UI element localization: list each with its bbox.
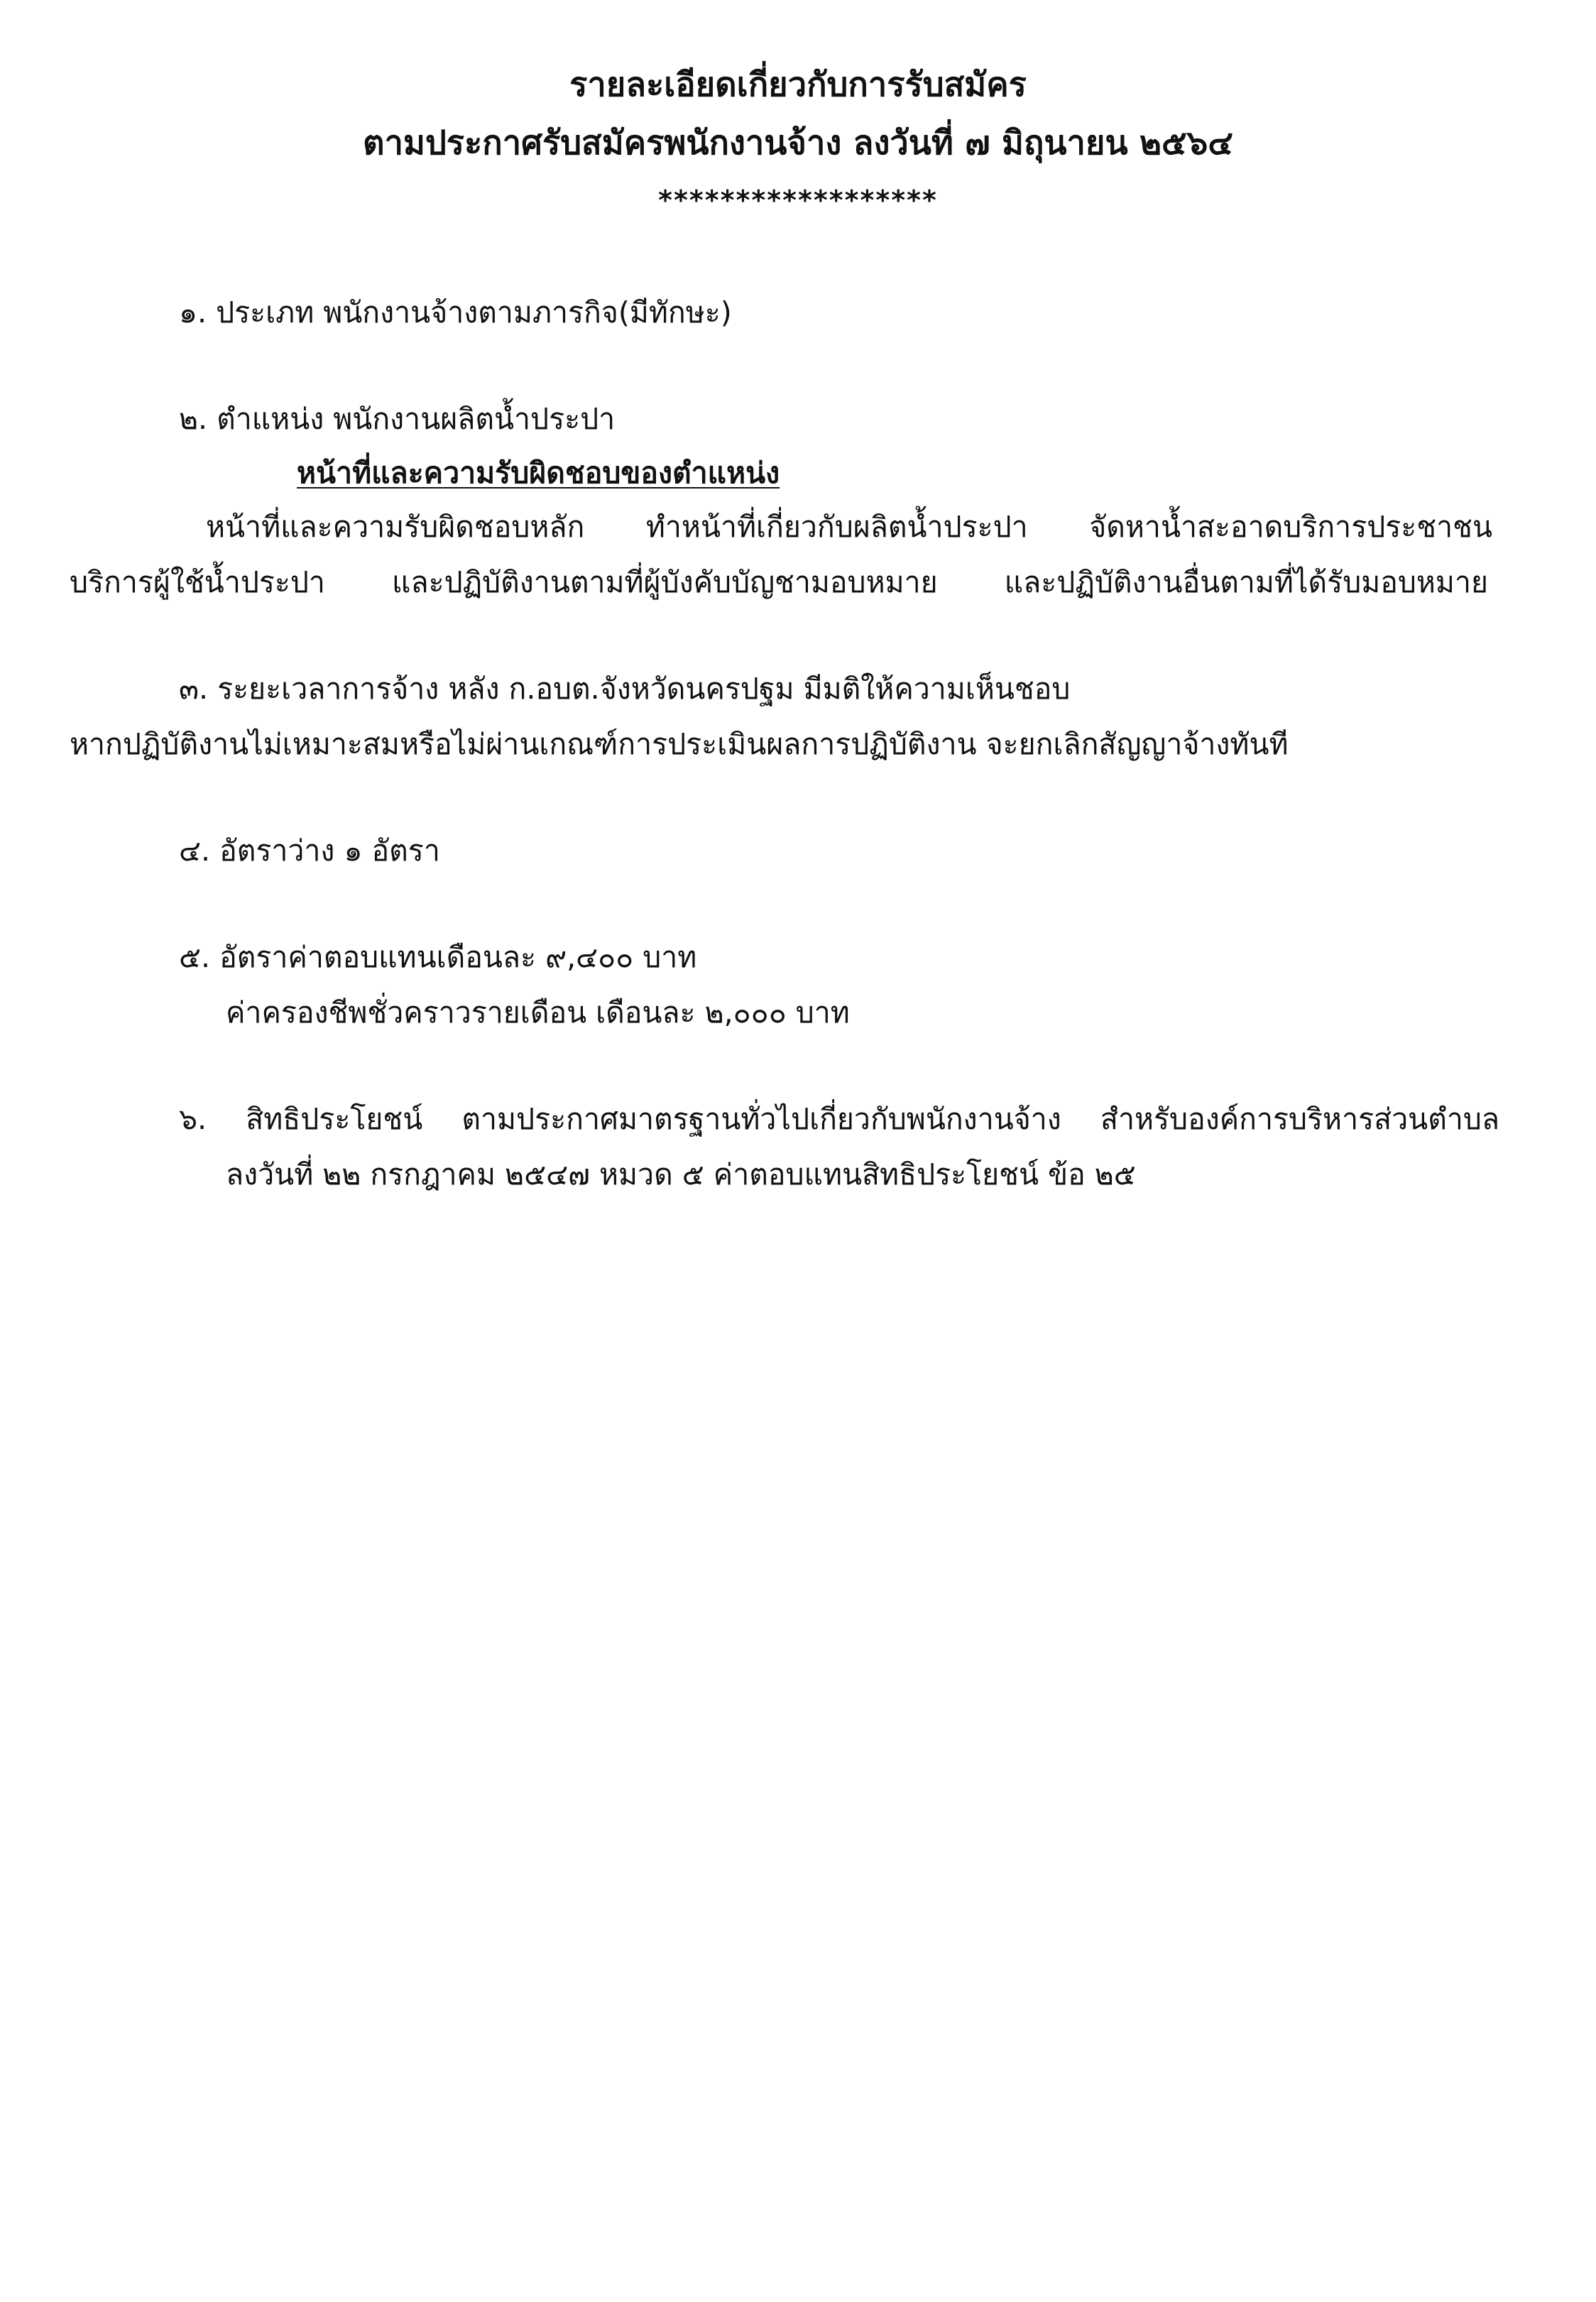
item-5-salary: ๕. อัตราค่าตอบแทนเดือนละ ๙,๔๐๐ บาท <box>179 940 697 974</box>
title-separator: ****************** <box>658 185 938 216</box>
item-3-termination-condition: หากปฏิบัติงานไม่เหมาะสมหรือไม่ผ่านเกณฑ์การประเมินผลการปฏิบัติงาน จะยกเลิกสัญญาจ้างทันที <box>70 727 1289 761</box>
item-6-benefits-line-1: ๖. สิทธิประโยชน์ ตามประกาศมาตรฐานทั่วไปเกี่ยวกับพนักงานจ้าง สำหรับองค์การบริหารส่วนตำบล <box>179 1102 1499 1136</box>
item-2-position: ๒. ตำแหน่ง พนักงานผลิตน้ำประปา <box>179 402 616 436</box>
item-3-employment-period: ๓. ระยะเวลาการจ้าง หลัง ก.อบต.จังหวัดนครปฐม มีมติให้ความเห็นชอบ <box>179 672 1071 706</box>
item-4-vacancies: ๔. อัตราว่าง ๑ อัตรา <box>179 834 440 868</box>
document-title: รายละเอียดเกี่ยวกับการรับสมัคร <box>569 65 1027 104</box>
item-6-benefits-line-2: ลงวันที่ ๒๒ กรกฎาคม ๒๕๔๗ หมวด ๕ ค่าตอบแทนสิทธิประโยชน์ ข้อ ๒๕ <box>226 1157 1136 1191</box>
item-5-living-allowance: ค่าครองชีพชั่วคราวรายเดือน เดือนละ ๒,๐๐๐ บาท <box>226 995 850 1030</box>
item-2-duties-heading: หน้าที่และความรับผิดชอบของตำแหน่ง <box>297 456 780 490</box>
document-subtitle: ตามประกาศรับสมัครพนักงานจ้าง ลงวันที่ ๗ มิถุนายน ๒๕๖๔ <box>363 124 1233 163</box>
item-2-duties-line-1: หน้าที่และความรับผิดชอบหลัก ทำหน้าที่เกี่ยวกับผลิตน้ำประปา จัดหาน้ำสะอาดบริการประชาชน <box>206 510 1492 544</box>
item-1-type: ๑. ประเภท พนักงานจ้างตามภารกิจ(มีทักษะ) <box>179 295 732 329</box>
item-2-duties-line-2: บริการผู้ใช้น้ำประปา และปฏิบัติงานตามที่ผู้บังคับบัญชามอบหมาย และปฏิบัติงานอื่นตามที่ได้รับมอบหมาย <box>70 565 1488 599</box>
